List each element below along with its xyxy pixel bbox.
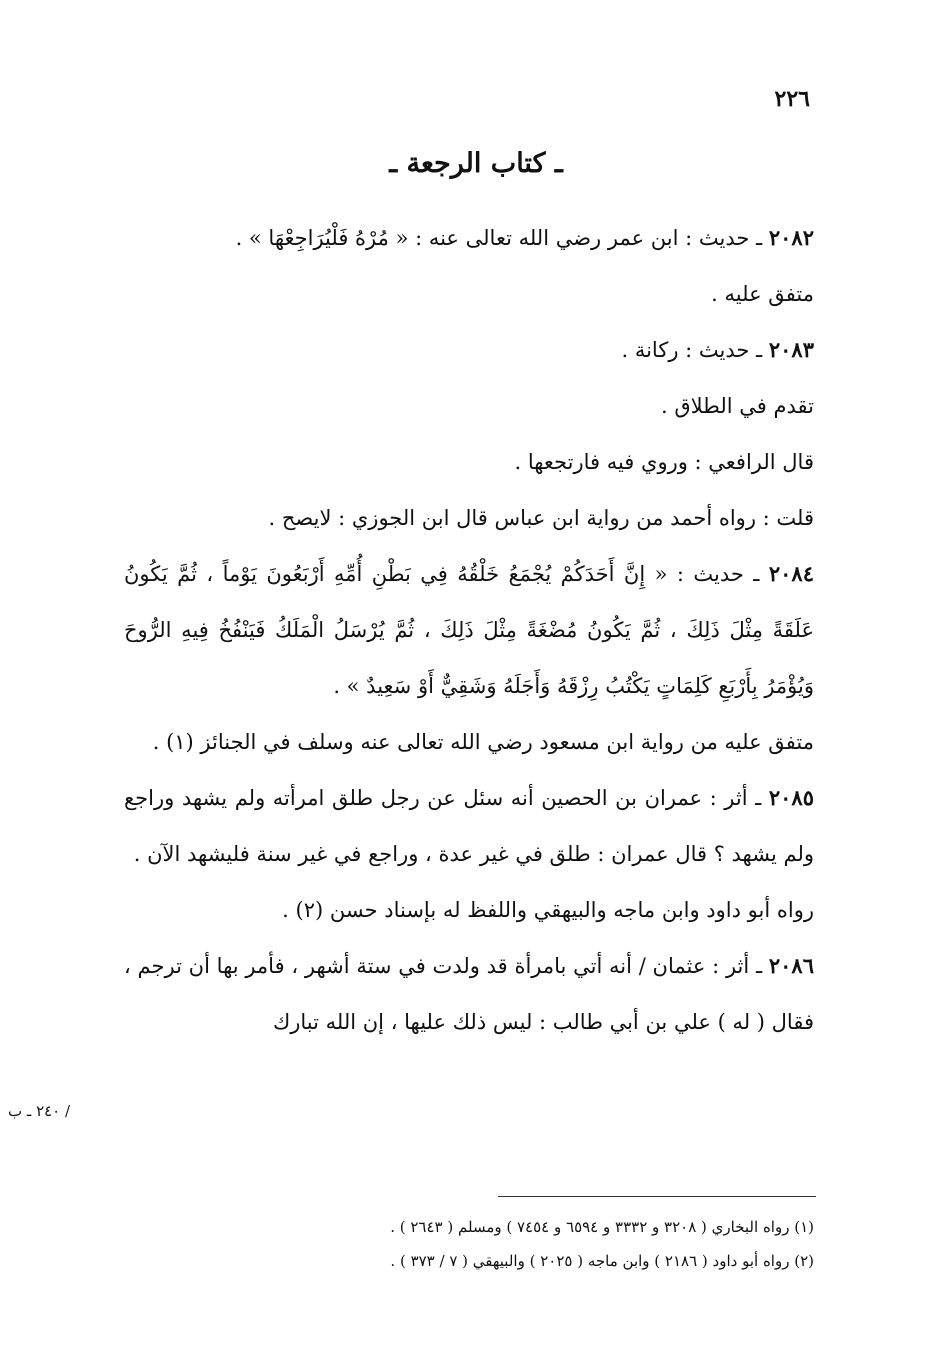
paragraph-athar-2085 [124,770,814,882]
paragraph-text: ـ أثر : عمران بن الحصين أنه سئل عن رجل طلق امرأته ولم يشهد وراجع ولم يشهد ؟ قال عمران : طلق في غير عدة ، وراجع في غير سنة فليشهد الآن . [124,786,814,866]
paragraph-takhrij [124,266,814,322]
paragraph-hadith-2083 [124,322,814,378]
paragraph-text: متفق عليه من رواية ابن مسعود رضي الله تعالى عنه وسلف في الجنائز (١) . [152,730,814,754]
paragraph-text: ـ حديث : ركانة . [621,338,763,362]
paragraph-text: قال الرافعي : وروي فيه فارتجعها . [514,450,814,474]
entry-number: ٢٠٨٢ [768,225,814,250]
paragraph-text: متفق عليه . [711,282,814,306]
chapter-title: ـ كتاب الرجعة ـ [389,148,563,179]
body-text [124,210,814,1050]
manuscript-folio-note: / ٢٤٠ ـ ب [8,1102,71,1120]
page-number: ٢٢٦ [774,86,810,112]
paragraph-athar-2086 [124,938,814,1050]
footnote-divider [498,1196,816,1197]
footnote: (٢) رواه أبو داود ( ٢١٨٦ ) وابن ماجه ( ٢٠٢٥ ) والبيهقي ( ٧ / ٣٧٣ ) . [390,1252,814,1270]
paragraph-takhrij [124,714,814,770]
paragraph-text: رواه أبو داود وابن ماجه والبيهقي واللفظ له بإسناد حسن (٢) . [282,898,814,922]
entry-number: ٢٠٨٦ [768,953,814,978]
paragraph-comment [124,490,814,546]
footnotes [124,1210,814,1278]
paragraph-rafii [124,434,814,490]
paragraph-takhrij [124,882,814,938]
paragraph-text: ـ حديث : ابن عمر رضي الله تعالى عنه : « مُرْهُ فَلْيُرَاجِعْهَا » . [235,226,763,250]
paragraph-text: تقدم في الطلاق . [660,394,814,418]
entry-number: ٢٠٨٥ [768,785,814,810]
paragraph-text: قلت : رواه أحمد من رواية ابن عباس قال ابن الجوزي : لايصح . [268,506,814,530]
paragraph-hadith-2082 [124,210,814,266]
paragraph-text: ـ أثر : عثمان / أنه أتي بامرأة قد ولدت في ستة أشهر ، فأمر بها أن ترجم ، فقال ( له ) علي بن أبي طالب : ليس ذلك عليها ، إن الله تبارك [124,954,814,1034]
entry-number: ٢٠٨٣ [768,337,814,362]
paragraph-text: ـ حديث : « إِنَّ أَحَدَكُمْ يُجْمَعُ خَلْقُهُ فِي بَطْنِ أُمِّهِ أَرْبَعُونَ يَوْماً ، ثُمَّ يَكُونُ عَلَقَةً مِثْلَ ذَلِكَ ، ثُمَّ يَكُونُ مُضْغَةً مِثْلَ ذَلِكَ ، ثُمَّ يُرْسَلُ الْمَلَكُ فَيَنْفُخُ فِيهِ الرُّوحَ وَيُؤْمَرُ بِأَرْبَعِ كَلِمَاتٍ يَكْتُبُ رِزْقَهُ وَأَجَلَهُ وَشَقِيٌّ أَوْ سَعِيدٌ » . [124,562,814,698]
footnote: (١) رواه البخاري ( ٣٢٠٨ و ٣٣٣٢ و ٦٥٩٤ و ٧٤٥٤ ) ومسلم ( ٢٦٤٣ ) . [390,1218,814,1236]
entry-number: ٢٠٨٤ [768,561,814,586]
paragraph-note [124,378,814,434]
paragraph-hadith-2084 [124,546,814,714]
